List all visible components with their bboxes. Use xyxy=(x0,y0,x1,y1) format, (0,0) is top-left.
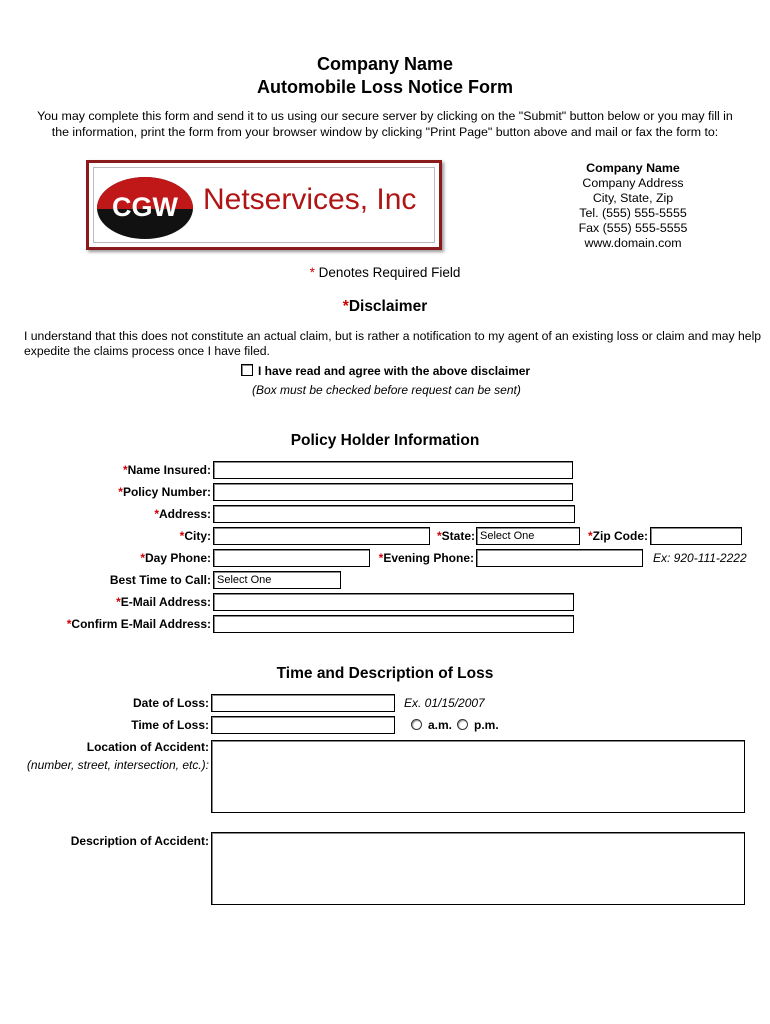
company-info-web: www.domain.com xyxy=(584,236,682,250)
description-textarea[interactable] xyxy=(211,832,745,905)
disclaimer-heading-text: Disclaimer xyxy=(348,298,428,315)
phone-example: Ex: 920-111-2222 xyxy=(653,551,747,565)
company-name-title: Company Name xyxy=(316,54,454,74)
disclaimer-text xyxy=(24,329,761,359)
label-text: Name Insured: xyxy=(127,463,211,477)
required-note-text: Denotes Required Field xyxy=(314,265,461,280)
date-of-loss-input[interactable] xyxy=(211,694,395,712)
required-star: * xyxy=(122,463,128,477)
required-star: * xyxy=(309,265,315,280)
label-text: E-Mail Address: xyxy=(120,595,211,609)
policy-holder-heading: Policy Holder Information xyxy=(290,432,480,449)
company-info-tel: Tel. (555) 555-5555 xyxy=(579,206,687,220)
email-input[interactable] xyxy=(213,593,574,611)
time-of-loss-input[interactable] xyxy=(211,716,395,734)
label-text: Zip Code: xyxy=(592,529,648,543)
policy-number-label xyxy=(118,485,211,499)
am-radio[interactable] xyxy=(411,719,422,730)
confirm-email-input[interactable] xyxy=(213,615,574,633)
address-label xyxy=(154,507,211,521)
company-contact-block xyxy=(560,161,706,251)
logo-name: Netservices, Inc xyxy=(203,183,417,216)
label-text: State: xyxy=(441,529,475,543)
company-info-fax: Fax (555) 555-5555 xyxy=(578,221,688,235)
location-hint: (number, street, intersection, etc.): xyxy=(26,758,209,772)
label-text: Day Phone: xyxy=(144,551,211,565)
label-text: Confirm E-Mail Address: xyxy=(71,617,211,631)
required-star: * xyxy=(116,595,121,609)
required-star: * xyxy=(66,617,72,631)
loss-heading: Time and Description of Loss xyxy=(276,665,494,682)
address-input[interactable] xyxy=(213,505,575,523)
confirm-email-label xyxy=(67,617,211,631)
required-star: * xyxy=(140,551,145,565)
label-text: Policy Number: xyxy=(122,485,211,499)
required-star: * xyxy=(154,507,159,521)
date-example: Ex. 01/15/2007 xyxy=(404,696,485,710)
day-phone-label xyxy=(140,551,211,565)
disclaimer-line-1: I understand that this does not constitute an actual claim, but is rather a notification to my agent of an existing loss or claim and may help xyxy=(24,329,762,343)
email-label xyxy=(116,595,211,609)
required-field-note xyxy=(0,265,770,280)
label-text: City: xyxy=(184,529,211,543)
pm-label: p.m. xyxy=(474,718,499,732)
company-info-address: Company Address xyxy=(582,176,684,190)
company-logo xyxy=(86,160,442,250)
name-insured-label xyxy=(123,463,211,477)
time-of-loss-label: Time of Loss: xyxy=(131,718,209,732)
disclaimer-agree-label: I have read and agree with the above disclaimer xyxy=(258,364,531,378)
disclaimer-heading xyxy=(0,298,770,316)
location-label: Location of Accident: xyxy=(86,740,209,754)
city-label xyxy=(180,529,211,543)
logo-mark: CGW xyxy=(112,192,178,222)
evening-phone-label xyxy=(379,551,474,565)
company-info-city: City, State, Zip xyxy=(592,191,674,205)
intro-line-1: You may complete this form and send it to us using our secure server by clicking on the "Submit" button below or you may fill in xyxy=(37,109,733,123)
date-of-loss-label: Date of Loss: xyxy=(132,696,209,710)
logo-oval-icon xyxy=(97,177,193,239)
label-text: Evening Phone: xyxy=(383,551,474,565)
required-star: * xyxy=(378,551,384,565)
name-insured-input[interactable] xyxy=(213,461,573,479)
city-input[interactable] xyxy=(213,527,430,545)
required-star: * xyxy=(118,485,123,499)
description-label: Description of Accident: xyxy=(70,834,209,848)
form-title: Automobile Loss Notice Form xyxy=(256,77,514,97)
evening-phone-input[interactable] xyxy=(476,549,643,567)
disclaimer-star: * xyxy=(342,298,349,315)
company-info-name: Company Name xyxy=(586,161,680,175)
zip-input[interactable] xyxy=(650,527,742,545)
state-label xyxy=(437,529,475,543)
required-star: * xyxy=(179,529,185,543)
disclaimer-checkbox-hint: (Box must be checked before request can be sent) xyxy=(252,383,521,397)
location-textarea[interactable] xyxy=(211,740,745,813)
disclaimer-line-2: expedite the claims process once I have filed. xyxy=(24,344,270,358)
best-time-label: Best Time to Call: xyxy=(109,573,211,587)
label-text: Address: xyxy=(158,507,211,521)
required-star: * xyxy=(588,529,593,543)
required-star: * xyxy=(436,529,442,543)
zip-label xyxy=(588,529,648,543)
am-label: a.m. xyxy=(428,718,453,732)
day-phone-input[interactable] xyxy=(213,549,370,567)
state-select[interactable]: Select One xyxy=(476,527,580,545)
best-time-select[interactable]: Select One xyxy=(213,571,341,589)
policy-number-input[interactable] xyxy=(213,483,573,501)
intro-line-2: the information, print the form from your browser window by clicking "Print Page" button above and mail or fax the form to: xyxy=(51,125,719,139)
intro-text xyxy=(0,108,770,140)
disclaimer-agree-checkbox[interactable] xyxy=(241,364,253,376)
pm-radio[interactable] xyxy=(457,719,468,730)
